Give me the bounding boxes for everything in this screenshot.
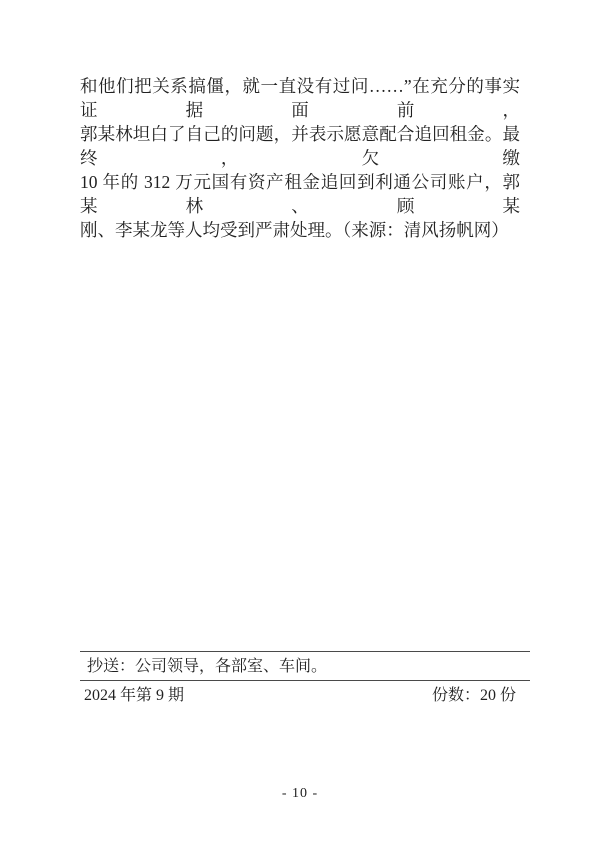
issue-label: 2024 年第 9 期 bbox=[84, 687, 185, 704]
page-number: - 10 - bbox=[281, 786, 319, 801]
document-footer bbox=[80, 651, 530, 704]
cc-row bbox=[80, 651, 530, 681]
body-line: 刚、李某龙等人均受到严肃处理。（来源：清风扬帆网） bbox=[80, 220, 509, 240]
copies-label: 份数：20 份 bbox=[431, 687, 516, 704]
issue-row bbox=[80, 681, 530, 704]
body-line: 和他们把关系搞僵，就一直没有过问……”在充分的事实证据面前， bbox=[80, 76, 520, 120]
body-line: 郭某林坦白了自己的问题，并表示愿意配合追回租金。最终，欠缴 bbox=[80, 124, 520, 168]
body-paragraph bbox=[80, 74, 520, 242]
cc-label: 抄送：公司领导，各部室、车间。 bbox=[87, 658, 328, 675]
body-line: 10 年的 312 万元国有资产租金追回到利通公司账户，郭某林、顾某 bbox=[80, 172, 520, 216]
